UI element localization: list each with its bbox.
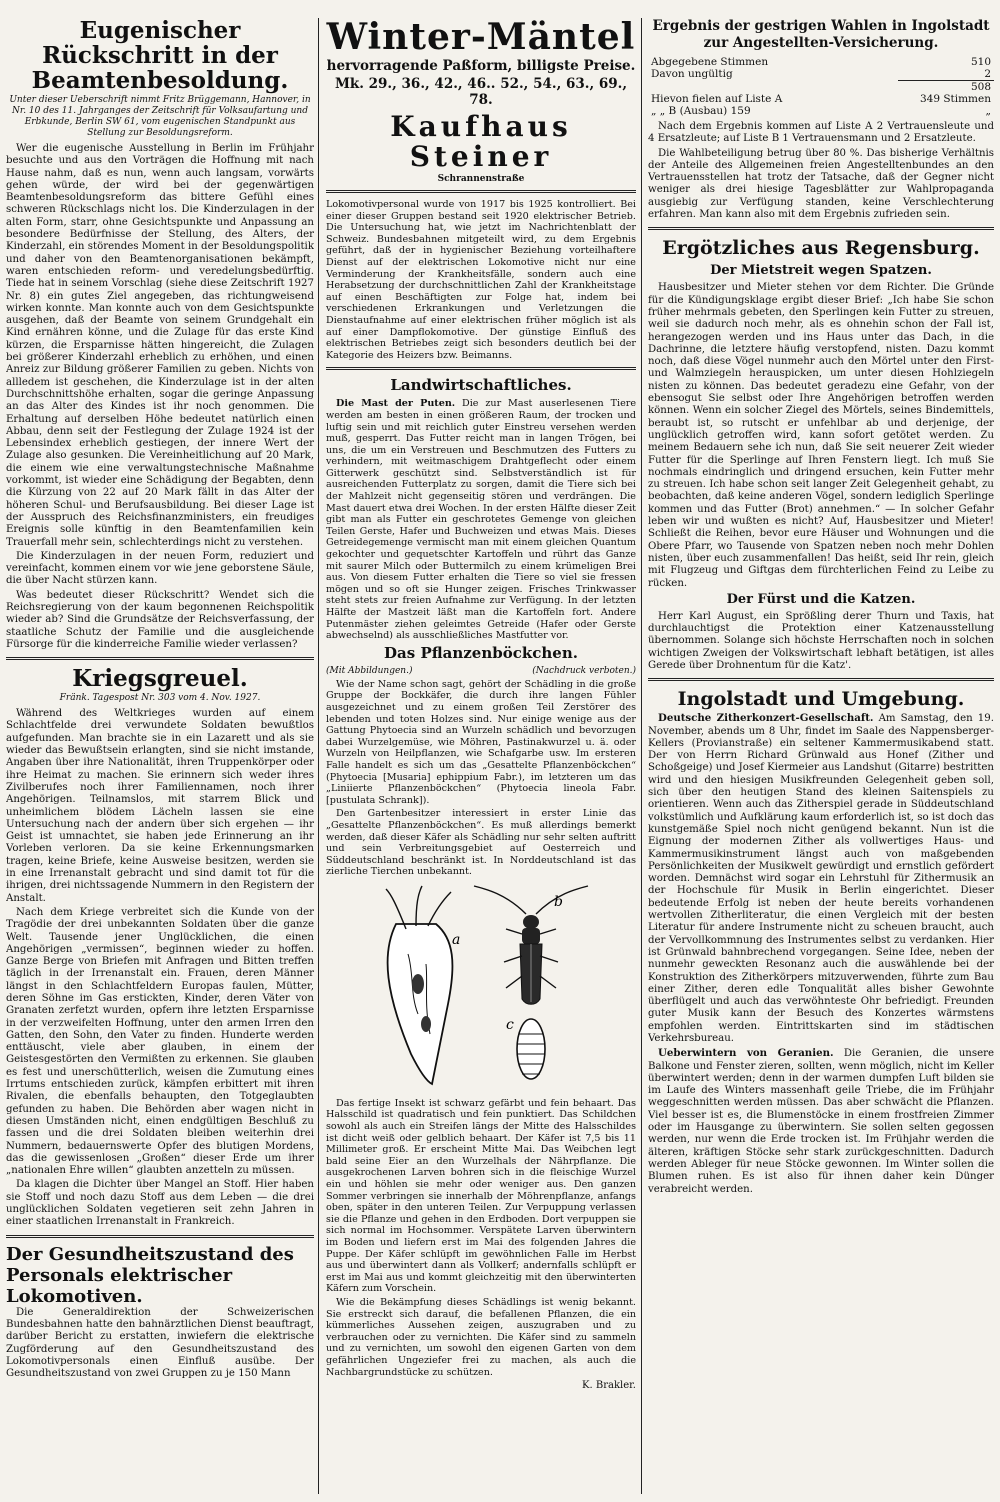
column-right bbox=[648, 18, 994, 1494]
figure-label-b: b bbox=[554, 893, 563, 910]
row-value: „ bbox=[985, 105, 991, 117]
ad-subtitle: hervorragende Paßform, billigste Preise. bbox=[326, 58, 636, 74]
paragraph: Herr Karl August, ein Sprößling derer Thurn und Taxis, hat durchlauchtigst die Protektion einer Katzenausstellung übernommen. Solange sich höchste Herrschaften noch in solchen wichtigen Zweigen der Volkswirtschaft lebhaft betätigen, ist alles Gerede über Drohnentum für die Katz'. bbox=[648, 610, 994, 671]
article-wahlergebnis bbox=[648, 18, 994, 221]
article-divider bbox=[326, 190, 636, 193]
article-kriegsgreuel bbox=[6, 666, 314, 1228]
paragraph: Das fertige Insekt ist schwarz gefärbt und fein behaart. Das Halsschild ist quadratisch und fein punktiert. Das Schildchen sowohl als auch ein Streifen längs der Mitte des Halsschildes ist dicht weiß oder gelblich behaart. Der Käfer ist 7,5 bis 11 Millimeter groß. Er erscheint Mitte Mai. Das Weibchen legt bald seine Eier an den Wurzelhals der Nährpflanze. Die ausgekrochenen Larven bohren sich in die fleischige Wurzel ein und höhlen sie mehr oder weniger aus. Den ganzen Sommer verbringen sie innerhalb der Möhrenpflanze, anfangs oben, später in den unteren Teilen. Zur Verpuppung verlassen sie die Pflanze und gehen in den Erdboden. Dort verpuppen sie sich normal im Hochsommer. Verspätete Larven überwintern im Boden und liefern erst im Mai des folgenden Jahres die Puppe. Der Käfer schlüpft im gewöhnlichen Falle im Herbst aus und überwintert dann als Vollkerf; andernfalls schlüpft er erst im Mai aus und kommt gleichzeitig mit den überwinterten Käfern zum Vorschein. bbox=[326, 1097, 636, 1295]
paragraph: Wie der Name schon sagt, gehört der Schädling in die große Gruppe der Bockkäfer, die durch ihre langen Fühler ausgezeichnet und zu einem großen Teil Zerstörer des lebenden und toten Holzes sind. Nur einige wenige aus der Gattung Phytoecia sind an Wurzeln schädlich und bevorzugen dabei Wurzelgemüse, wie Möhren, Pastinakwurzel u. ä. oder Wurzeln von Heilpflanzen, wie Schafgarbe usw. Im ersteren Falle handelt es sich um das „Gesattelte Pflanzenböckchen“ (Phytoecia [Musaria] ephippium Fabr.), im letzteren um das „Liniierte Pflanzenböckchen“ (Phytoecia lineola Fabr. [pustulata Schrank]). bbox=[326, 678, 636, 806]
article-eugenics bbox=[6, 18, 314, 651]
advertisement bbox=[326, 18, 636, 184]
section-headline: Landwirtschaftliches. bbox=[390, 376, 572, 395]
paragraph: Die Wahlbeteiligung betrug über 80 %. Das bisherige Verhältnis der Anteile des Allgemeinen freien Angestelltenbundes an den Vertrauensstellen hat trotz der Tatsache, daß der Gegner nicht weniger als drei hiesige Tagesblätter zur Wahlpropaganda ausgiebig zur Verfügung standen, keine Verschlechterung erfahren. Man kann also mit dem Ergebnis zufrieden sein. bbox=[648, 147, 994, 221]
article-ingolstadt bbox=[648, 687, 994, 1196]
paragraph: Den Gartenbesitzer interessiert in erster Linie das „Gesattelte Pflanzenböckchen“. Es muß allerdings bemerkt werden, daß dieser Käfer als Schädling nur sehr selten auftritt und sein Verbreitungsgebiet auf Oesterreich und Süddeutschland beschränkt ist. In Norddeutschland ist das zierliche Tierchen unbekannt. bbox=[326, 808, 636, 878]
paragraph: Nach dem Ergebnis kommen auf Liste A 2 Vertrauensleute und 4 Ersatzleute; auf Liste B 1 Vertrauensmann und 2 Ersatzleute. bbox=[648, 121, 994, 145]
article-landwirtschaft bbox=[326, 376, 636, 641]
article-regensburg bbox=[648, 236, 994, 672]
article-headline: Das Pflanzenböckchen. bbox=[384, 643, 578, 662]
article-intro: Unter dieser Ueberschrift nimmt Fritz Brüggemann, Hannover, in Nr. 10 des 11. Jahrganges der Zeitschrift für Volksaufartung und Erbkunde, Berlin SW 61, vom eugenischen Standpunkt aus Stellung zur Besoldungsreform. bbox=[9, 95, 311, 138]
row-label: Davon ungültig bbox=[651, 68, 733, 81]
paragraph: Da klagen die Dichter über Mangel an Stoff. Hier haben sie Stoff und noch dazu Stoff aus dem Leben — die drei unglücklichen Soldaten vegetieren seit zehn Jahren in einer staatlichen Irrenanstalt in Frankreich. bbox=[6, 1179, 314, 1228]
column-divider bbox=[318, 18, 319, 1494]
paragraph: Wie die Bekämpfung dieses Schädlings ist wenig bekannt. Sie erstreckt sich darauf, die befallenen Pflanzen, die ein kümmerliches Aussehen zeigen, auszugraben und zu verbrauchen oder zu vernichten. Die Käfer sind zu sammeln und zu vernichten, um sowohl den eigenen Garten von dem gefährlichen Ungeziefer frei zu machen, als auch die Nachbargrundstücke zu schützen. bbox=[326, 1296, 636, 1378]
paragraph: Am Samstag, den 19. November, abends um 8 Uhr, findet im Saale des Nappensberger-Kellers (Provianstraße) ein seltener Kammermusikabend statt. Der von Herrn Richard Grünwald aus Honef (Zither und Schoßgeige) und Josef Kiermeier aus Landshut (Gitarre) bestritten wird und den hiesigen Musikfreunden Gelegenheit geben soll, sich über den heutigen Stand des kleinen Saitenspiels zu orientieren. Wenn auch das Zitherspiel gerade in Süddeutschland volkstümlich und Aufklärung kaum erforderlich ist, so ist doch das kunstgemäße Spiel noch nicht genügend bekannt. Nun ist die Eignung der modernen Zither als vollwertiges Haus- und Kammermusikinstrument längst auch von maßgebenden Persönlichkeiten der Musikwelt gewürdigt und ernstlich gefördert worden. Demnächst wird sogar ein Lehrstuhl für Zithermusik an der Hochschule für Musik in Berlin eingerichtet. Dieser bedeutende Erfolg ist neben der heute bereits vorhandenen wertvollen Zitherliteratur, die einen Vergleich mit der besten Literatur für andere Instrumente nicht zu scheuen braucht, auch der Vervollkommnung des Instrumentes selbst zu verdanken. Hier ist Grünwald bahnbrechend vorgegangen. Seine Idee, neben der nunmehr geweckten Resonanz auch die auswählende bei der Konstruktion des Zitherkörpers mitzuverwenden, führte zum Bau einer Zither, deren edle Tonqualität alles bisher Gewohnte überflügelt und auch das verwöhnteste Ohr befriedigt. Freunden guter Musik kann der Besuch des Konzertes wärmstens empfohlen werden. Eintrittskarten sind im städtischen Verkehrsbureau. bbox=[648, 713, 994, 1044]
article-headline: Ergebnis der gestrigen Wahlen in Ingolstadt zur Angestellten-Versicherung. bbox=[652, 18, 990, 51]
subheading: Der Fürst und die Katzen. bbox=[726, 591, 916, 607]
row-value: 349 Stimmen bbox=[919, 93, 991, 105]
article-divider bbox=[6, 1235, 314, 1238]
column-middle bbox=[326, 18, 636, 1494]
row-label: „ „ B (Ausbau) 159 bbox=[651, 105, 751, 117]
article-divider bbox=[648, 678, 994, 681]
article-divider bbox=[326, 367, 636, 370]
lead-in: Deutsche Zitherkonzert-Gesellschaft. bbox=[658, 712, 874, 725]
paragraph: Die Generaldirektion der Schweizerischen Bundesbahnen hatte den bahnärztlichen Dienst beauftragt, darüber Bericht zu erstatten, inwiefern die elektrische Zugförderung auf den Gesundheitszustand des Lokomotivpersonals einen Einfluß ausübe. Der Gesundheitszustand von zwei Gruppen zu je 150 Mann bbox=[6, 1306, 314, 1380]
ad-shop-name: Kaufhaus Steiner bbox=[390, 110, 572, 173]
author-signature: K. Brakler. bbox=[582, 1380, 636, 1392]
paragraph: Wer die eugenische Ausstellung in Berlin im Frühjahr besuchte und aus den Vorträgen die Hoffnung mit nach Hause nahm, daß es nun, wenn auch langsam, vorwärts gehen würde, der wird bei der gegenwärtigen Beamtenbesoldungsreform das bittere Gefühl eines schweren Rückschlags nicht los. Die Kinderzulagen in der alten Form, starr, ohne Gesichtspunkte und Anpassung an besondere Bedürfnisse der Stellung, des Alters, der Kinderzahl, ein störendes Moment in der Besoldungspolitik und daher von den Beamtenorganisationen bekämpft, waren entschieden reform- und veredelungsbedürftig. Tiede hat in seinem Vorschlag (siehe diese Zeitschrift 1927 Nr. 8) ein gutes Ziel angegeben, das richtungweisend wirken konnte. Man konnte auch von dem Gesichtspunkte ausgehen, daß der Beamte von seinem Grundgehalt ein Kind ernähren könne, und die Zulage für das erste Kind kürzen, die Ersparnisse hätten hingereicht, die Zulagen bei größerer Kinderzahl erheblich zu erhöhen, und einen Anreiz zur Bildung größerer Familien zu geben. Nichts von allledem ist geschehen, die Kinderzulage ist in der alten Durchschnittshöhe erhalten, sogar die geringe Anpassung an das Alter des Kindes ist ihr noch genommen. Die Erhaltung auf derselben Höhe bedeutet natürlich einen Abbau, denn seit der Festlegung der Zulage 1924 ist der Lebensindex erheblich gestiegen, der innere Wert der Zulage also gesunken. Die Vereinheitlichung auf 20 Mark, die einem wie eine verwaltungstechnische Maßnahme vorkommt, ist wieder eine Schädigung der Begabten, denn die Kürzung von 22 auf 20 Mark fällt in das Alter der höheren Schul- und Berufsausbildung. Bei dieser Lage ist der Ausspruch des Reichsfinanzministers, ein freudiges Ereignis solle künftig in den Beamtenfamilien kein Trauerfall mehr sein, schlechterdings nicht zu verstehen. bbox=[6, 143, 314, 548]
ad-title: Winter-Mäntel bbox=[326, 18, 636, 58]
article-lokomotiven bbox=[6, 1244, 314, 1381]
paragraph: Was bedeutet dieser Rückschritt? Wendet sich die Reichsregierung von der kaum begonnenen Reichspolitik wieder ab? Sind die Grundsätze der Reichsverfassung, der staatliche Schutz der Familie und die ausgleichende Fürsorge für die kinderreiche Familie wieder verlassen? bbox=[6, 589, 314, 650]
table-row bbox=[648, 81, 994, 94]
row-value: 2 bbox=[898, 68, 994, 81]
row-value: 510 bbox=[970, 56, 991, 68]
row-label: Abgegebene Stimmen bbox=[651, 56, 769, 68]
paragraph: Während des Weltkrieges wurden auf einem Schlachtfelde drei verwundete Soldaten bewußtlos aufgefunden. Man brachte sie in ein Lazarett und als sie wieder das Bewußtsein erlangten, sind sie nicht imstande, Angaben über ihre Nationalität, ihren Truppenkörper oder ihre Heimat zu machen. Sie erinnern sich weder ihres Zivilberufes noch ihrer Familiennamen, noch ihrer Angehörigen. Teilnamslos, mit starrem Blick und unheimlichem blödem Lächeln lassen sie eine Untersuchung nach der andern über sich ergehen — ihr Geist ist umnachtet, sie haben jede Erinnerung an ihr Vorleben verloren. Da sie keine Erkennungsmarken tragen, keine Briefe, keine Ausweise besitzen, werden sie in eine Irrenanstalt gebracht und sind damit tot für die ihrigen, drei nichtssagende Nummern in den Registern der Anstalt. bbox=[6, 708, 314, 904]
article-headline: Ergötzliches aus Regensburg. bbox=[662, 237, 980, 260]
paragraph: Nach dem Kriege verbreitet sich die Kunde von der Tragödie der drei unbekannten Soldaten über die ganze Welt. Tausende jener Unglücklichen, die einen Angehörigen „vermissen“, beginnen wieder zu hoffen. Ganze Berge von Briefen mit Anfragen und Bitten treffen täglich in der Irrenanstalt ein. Frauen, deren Männer längst in den Schlachtfeldern Europas faulen, Mütter, deren Söhne im Gas erstickten, Kinder, deren Väter von Granaten zerfetzt wurden, opfern ihre letzten Ersparnisse in der verzweifelten Hoffnung, unter den armen Irren den Gatten, den Sohn, den Vater zu finden. Hunderte werden enttäuscht, viele aber glauben, in einem der Geistesgestörten den Vermißten zu erkennen. Sie glauben es fest und unerschütterlich, weisen die Zumutung eines Irrtums entschieden zurück, kämpfen erbittert mit ihren Rivalen, die ebenfalls behaupten, den Totgeglaubten gefunden zu haben. Die Behörden aber wagen nicht in diesen Umständen nicht, einen endgültigen Beschluß zu fassen und die drei Soldaten bleiben weiterhin drei Nummern, bedauernswerte Opfer des blutigen Mordens, das die gewissenlosen „Großen“ dieser Erde um ihrer „nationalen Ehre willen“ glaubten anzetteln zu müssen. bbox=[6, 906, 314, 1177]
row-label: Hievon fielen auf Liste A bbox=[651, 93, 783, 105]
article-divider bbox=[6, 657, 314, 660]
article-pflanzenboeckchen bbox=[326, 644, 636, 1391]
results-table bbox=[648, 56, 994, 117]
row-label bbox=[648, 81, 898, 94]
column-divider bbox=[641, 18, 642, 1494]
row-value: 508 bbox=[970, 81, 991, 93]
table-row bbox=[648, 56, 994, 68]
article-headline: Der Gesundheitszustand des Personals elektrischer Lokomotiven. bbox=[6, 1243, 294, 1307]
paragraph: Hausbesitzer und Mieter stehen vor dem Richter. Die Gründe für die Kündigungsklage ergibt dieser Brief: „Ich habe Sie schon früher mehrmals gebeten, den Sperlingen kein Futter zu streuen, weil sie dadurch noch mehr, als es ohnehin schon der Fall ist, herangezogen werden und ins Haus unter das Dach, in die Dachrinne, die letztere häufig verstopfend, nisten. Dazu kommt noch, daß diese Vögel nunmehr auch den Mörtel unter den First- und Walmziegeln herauspicken, um unter diesen Hohlziegeln nisten zu können. Das bedeutet geradezu eine Gefahr, von der ebensogut Sie selbst oder Ihre Angehörigen betroffen werden können. Wenn ein solcher Ziegel des Mörtels, seines Bindemittels, beraubt ist, so rutscht er unfehlbar ab und derjenige, der unglücklich getroffen wird, kann sofort getötet werden. Zu meinem Bedauern sehe ich nun, daß Sie seit neuerer Zeit wieder Futter für die Sperlinge auf Ihren Fenstern liegt. Ich muß Sie nochmals eindringlich und dringend ersuchen, kein Futter mehr zu streuen. Ich habe schon seit langer Zeit Gelegenheit gehabt, zu beobachten, daß keine anderen Vögel, sondern lediglich Sperlinge kommen und das Futter (Brot) annehmen.“ — In solcher Gefahr leben wir und wußten es nicht? Auf, Hausbesitzer und Mieter! Schließt die Reihen, bevor eure Häuser und Wohnungen und die Obere Pfarr, wo Tausende von Spatzen neben noch mehr Dohlen nisten, über euch zusammenfallen! Das heißt, seid Ihr rein, gleich mit Flugzeug und Giftgas dem fürchterlichen Feind zu Leibe zu rücken. bbox=[648, 282, 994, 589]
article-headline: Kriegsgreuel. bbox=[72, 665, 248, 693]
article-lokomotiven-continued bbox=[326, 199, 636, 361]
paragraph: Lokomotivpersonal wurde von 1917 bis 1925 kontrolliert. Bei einer dieser Gruppen bestand seit 1920 elektrischer Betrieb. Die Untersuchung hat, wie jetzt im Nachrichtenblatt der Schweiz. Bundesbahnen mitgeteilt wird, zu dem Ergebnis geführt, daß der in hygienischer Beziehung vorteilhaftere Dienst auf der elektrischen Lokomotive nicht nur eine Verminderung der Krankheitsfälle, sondern auch eine Herabsetzung der durchschnittlichen Zahl der Krankheitstage auf einen Beschäftigten zur Folge hat, indem bei verschiedenen Erkrankungen und Verletzungen die Dienstaufnahme auf einer elektrischen früher möglich ist als auf einer Dampflokomotive. Der günstige Einfluß des elektrischen Betriebes zeigt sich besonders deutlich bei der Kategorie des Heizers bzw. Beimanns. bbox=[326, 199, 636, 361]
ad-street: Schrannenstraße bbox=[437, 174, 525, 184]
figure-label-c: c bbox=[506, 1016, 514, 1033]
table-row bbox=[648, 105, 994, 117]
table-row bbox=[648, 68, 994, 81]
carrot-drawing bbox=[388, 924, 453, 1084]
table-row bbox=[648, 93, 994, 105]
note-copyright: (Nachdruck verboten.) bbox=[532, 665, 636, 676]
note-illustrations: (Mit Abbildungen.) bbox=[326, 665, 413, 676]
article-divider bbox=[648, 227, 994, 230]
article-headline: Eugenischer Rückschritt in der Beamtenbesoldung. bbox=[31, 18, 289, 94]
paragraph: Die zur Mast auserlesenen Tiere werden am besten in einen größeren Raum, der trocken und luftig sein und mit reichlich guter Einstreu versehen werden muß, gesperrt. Das Futter reicht man in langen Trögen, bei uns, die um ein Verstreuen und Beschmutzen des Futters zu verhindern, mit weitmaschigem Drahtgeflecht oder einem Gitterwerk geschützt sind. Selbstverständlich ist für ausreichenden Futterplatz zu sorgen, damit die Tiere sich bei der Mahlzeit nicht gegenseitig stören und verdrängen. Die Mast dauert etwa drei Wochen. In der ersten Hälfte dieser Zeit gibt man als Futter ein geschrotetes Gemenge von gleichen Teilen Gerste, Hafer und Buchweizen und etwas Mais. Dieses Getreidegemenge vermischt man mit einem gleichen Quantum gekochter und gequetschter Kartoffeln und rührt das Ganze mit saurer Milch oder Buttermilch zu einem krümeligen Brei aus. Von diesem Futter erhalten die Tiere so viel sie fressen mögen und so oft sie Hunger zeigen. Frisches Trinkwasser steht stets zur freien Aufnahme zur Verfügung. In der letzten Hälfte der Mastzeit läßt man die Kartoffeln fort. Andere Putenmäster ziehen geleimtes Getreide (Hafer oder Gerste abwechselnd) als ausschließliches Mastfutter vor. bbox=[326, 398, 636, 642]
lead-in: Ueberwintern von Geranien. bbox=[658, 1047, 834, 1060]
beetle-illustration bbox=[356, 884, 606, 1094]
article-source: Fränk. Tagespost Nr. 303 vom 4. Nov. 1927. bbox=[59, 693, 261, 704]
paragraph: Die Kinderzulagen in der neuen Form, reduziert und vereinfacht, kommen einem vor wie jene geborstene Säule, die über Nacht stürzen kann. bbox=[6, 550, 314, 587]
paragraph: Die Geranien, die unsere Balkone und Fenster zieren, sollten, wenn möglich, nicht im Keller überwintert werden; denn in der warmen dumpfen Luft bilden sie im Laufe des Winters massenhaft geile Triebe, die im Frühjahr weggeschnitten werden müssen. Das aber schwächt die Pflanzen. Viel besser ist es, die Blumenstöcke in einem frostfreien Zimmer oder im Hausgange zu überwintern. Sie sollen selten gegossen werden, nur wenn die Erde trocken ist. Im Frühjahr werden die älteren, kräftigen Stöcke sehr stark zurückgeschnitten. Dadurch werden Ableger für neue Stöcke gewonnen. Im Winter sollen die Blumen ruhen. Es ist also für ihnen daher kein Dünger verabreicht werden. bbox=[648, 1048, 994, 1195]
subheading: Der Mietstreit wegen Spatzen. bbox=[710, 263, 932, 279]
article-headline: Ingolstadt und Umgebung. bbox=[677, 688, 965, 711]
figure-label-a: a bbox=[452, 931, 461, 948]
ad-prices: Mk. 29., 36., 42., 46.. 52., 54., 63., 69., 78. bbox=[334, 76, 628, 108]
lead-in: Die Mast der Puten. bbox=[336, 398, 456, 410]
pupa-drawing bbox=[517, 1019, 545, 1079]
beetle-drawing bbox=[474, 886, 588, 1004]
column-left bbox=[6, 18, 314, 1494]
